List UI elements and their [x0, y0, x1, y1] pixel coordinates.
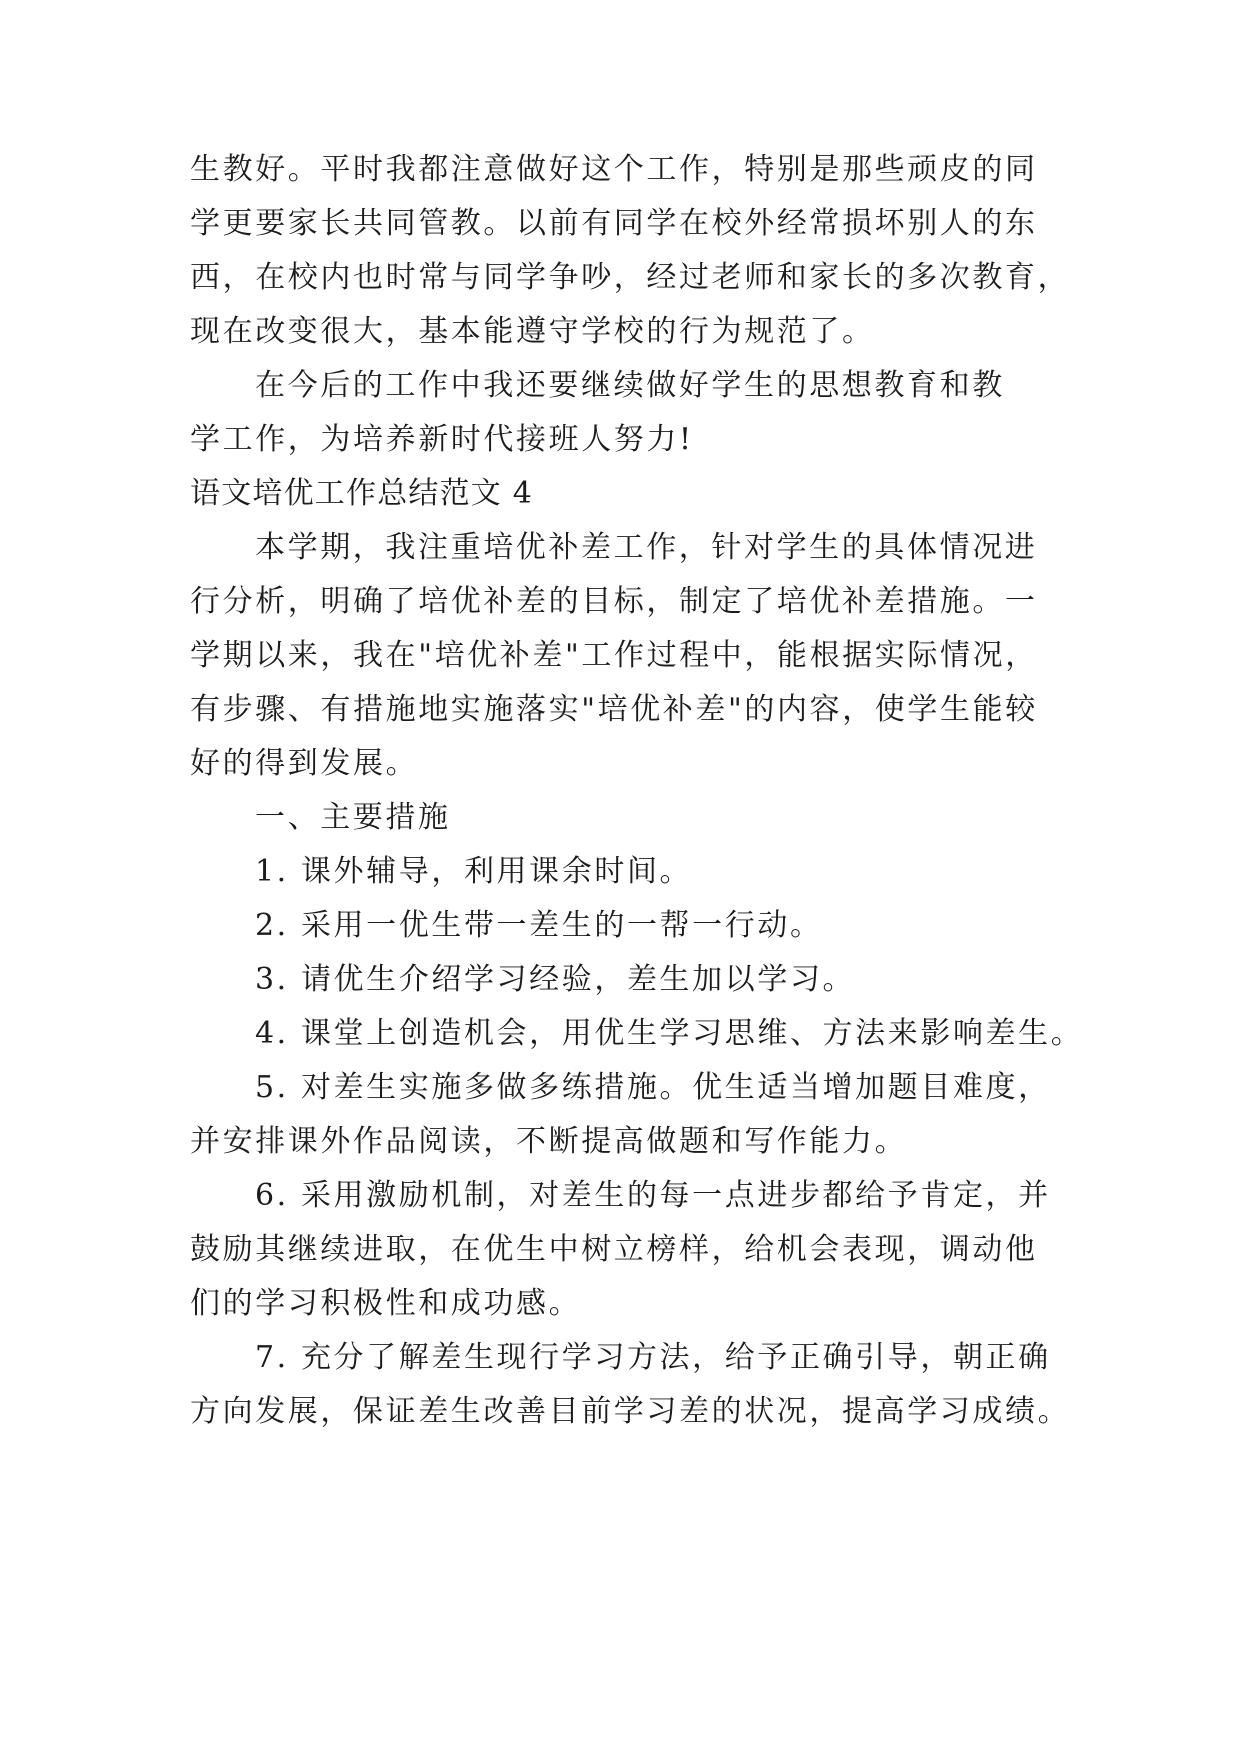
paragraph-line: 学更要家长共同管教。以前有同学在校外经常损坏别人的东	[190, 206, 1038, 241]
paragraph-line: 学期以来，我在"培优补差"工作过程中，能根据实际情况，	[190, 638, 1038, 673]
paragraph-line: 学工作，为培养新时代接班人努力!	[190, 422, 694, 457]
list-item: 6. 采用激励机制，对差生的每一点进步都给予肯定，并	[255, 1178, 1051, 1213]
list-item: 3. 请优生介绍学习经验，差生加以学习。	[255, 962, 856, 997]
list-item: 5. 对差生实施多做多练措施。优生适当增加题目难度，	[255, 1070, 1051, 1105]
paragraph-line: 有步骤、有措施地实施落实"培优补差"的内容，使学生能较	[190, 692, 1038, 727]
list-item-continuation: 并安排课外作品阅读，不断提高做题和写作能力。	[190, 1124, 908, 1159]
subheading: 一、主要措施	[255, 800, 451, 835]
paragraph-line: 西，在校内也时常与同学争吵，经过老师和家长的多次教育，	[190, 260, 1071, 295]
list-item: 1. 课外辅导，利用课余时间。	[255, 854, 693, 889]
list-item: 7. 充分了解差生现行学习方法，给予正确引导，朝正确	[255, 1340, 1051, 1375]
paragraph-line: 本学期，我注重培优补差工作，针对学生的具体情况进	[255, 530, 1038, 565]
paragraph-line: 现在改变很大，基本能遵守学校的行为规范了。	[190, 314, 875, 349]
paragraph-line: 好的得到发展。	[190, 746, 419, 781]
list-item: 4. 课堂上创造机会，用优生学习思维、方法来影响差生。	[255, 1016, 1084, 1051]
list-item-continuation: 方向发展，保证差生改善目前学习差的状况，提高学习成绩。	[190, 1394, 1071, 1429]
paragraph-line: 行分析，明确了培优补差的目标，制定了培优补差措施。一	[190, 584, 1038, 619]
list-item: 2. 采用一优生带一差生的一帮一行动。	[255, 908, 823, 943]
paragraph-line: 在今后的工作中我还要继续做好学生的思想教育和教	[255, 368, 1005, 403]
list-item-continuation: 鼓励其继续进取，在优生中树立榜样，给机会表现，调动他	[190, 1232, 1038, 1267]
section-heading: 语文培优工作总结范文 4	[190, 476, 534, 511]
paragraph-line: 生教好。平时我都注意做好这个工作，特别是那些顽皮的同	[190, 152, 1038, 187]
list-item-continuation: 们的学习积极性和成功感。	[190, 1286, 582, 1321]
